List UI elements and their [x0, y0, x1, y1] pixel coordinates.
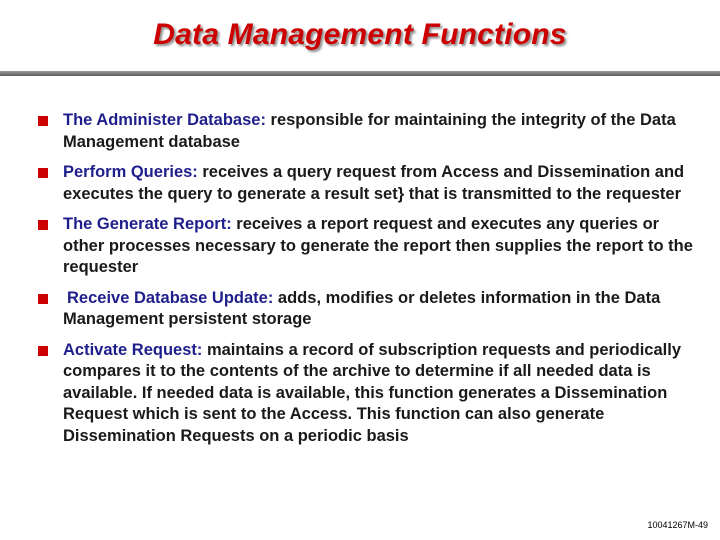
square-bullet-icon	[38, 220, 48, 230]
square-bullet-icon	[38, 168, 48, 178]
square-bullet-icon	[38, 346, 48, 356]
list-item	[38, 214, 704, 279]
list-item	[38, 288, 704, 331]
bullet-list	[38, 110, 704, 447]
title-divider	[0, 71, 720, 76]
item-term: Activate Request:	[63, 340, 203, 359]
list-item	[38, 110, 704, 153]
item-term: The Administer Database:	[63, 111, 266, 129]
item-term: Receive Database Update:	[67, 288, 274, 307]
item-description: maintains a record of subscription requests and periodically compares it to the contents of the archive to determine if all needed data is available. If needed data is available, this function generates a Dissemination Request which is sent to the Access. This function can also generate Dissemination Requests on a periodic basis	[63, 340, 681, 445]
item-description: responsible for maintaining the integrity of the Data Management database	[63, 111, 676, 151]
item-term: The Generate Report:	[63, 215, 232, 233]
slide-title: Data Management Functions	[153, 18, 567, 51]
list-item	[38, 340, 704, 448]
item-term: Perform Queries:	[63, 163, 198, 181]
square-bullet-icon	[38, 116, 48, 126]
list-item	[38, 162, 704, 205]
item-description: receives a query request from Access and Dissemination and executes the query to generate a result set} that is transmitted to the requester	[63, 163, 685, 203]
item-description: adds, modifies or deletes information in the Data Management persistent storage	[63, 288, 661, 328]
square-bullet-icon	[38, 294, 48, 304]
slide-footer-id: 10041267M-49	[647, 520, 708, 530]
item-description: receives a report request and executes any queries or other processes necessary to generate the report then supplies the report to the requester	[63, 215, 693, 276]
